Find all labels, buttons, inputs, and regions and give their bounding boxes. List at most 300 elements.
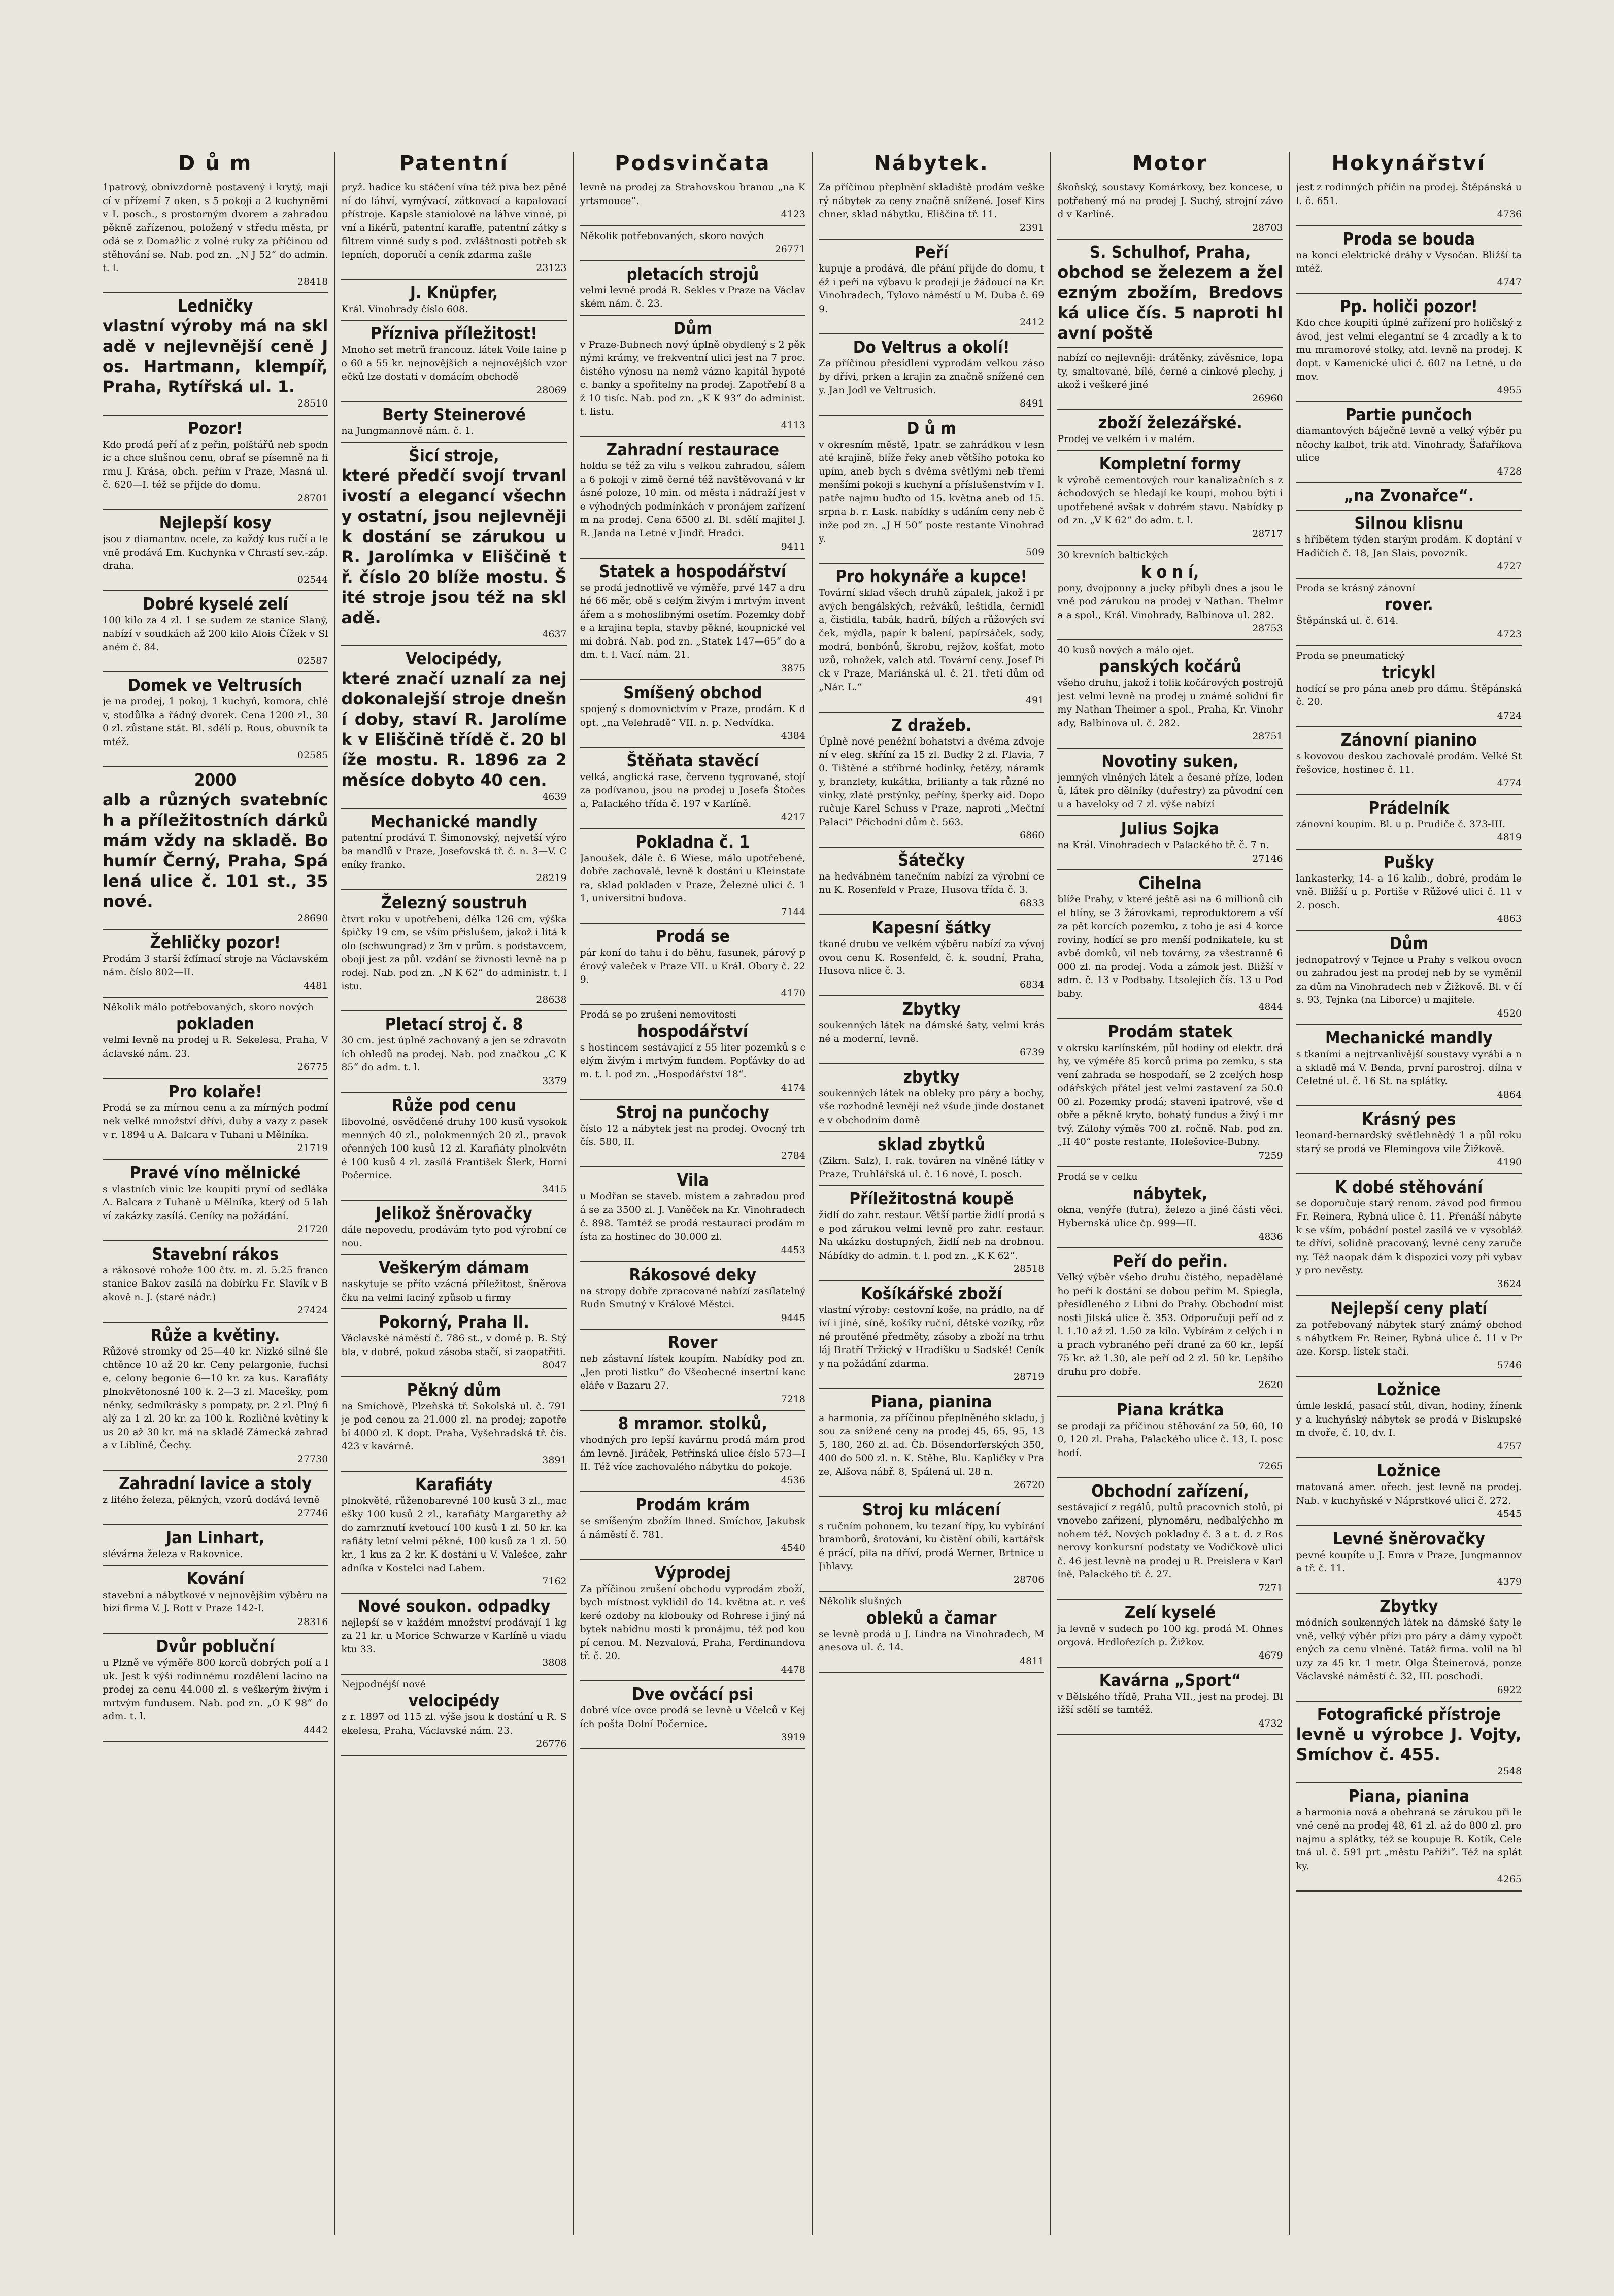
classified-ad: [1057, 178, 1283, 240]
ad-title: Velocipédy,: [406, 649, 502, 668]
ad-text: 100 kilo za 4 zl. 1 se sudem ze stanice Slaný, nabízí v soudkách až 200 kilo Alois Čížek v Slaném č. 84.: [103, 615, 328, 653]
ad-reference-number: 4123: [781, 209, 805, 220]
classified-ad: [580, 559, 805, 681]
classified-ad: [1057, 1248, 1283, 1397]
ad-reference-number: 28690: [297, 912, 328, 924]
column-heading: D ů m: [178, 152, 253, 175]
classified-ad: [1057, 1167, 1283, 1248]
classified-ad: [1057, 1600, 1283, 1668]
ad-reference-number: 28316: [297, 1616, 328, 1628]
ad-reference-number: 6833: [1019, 897, 1045, 909]
ad-text: s vlastních vinic lze koupiti pryní od sedláka A. Balcara z Tuhaně u Mělníka, který od 5 lahví zakázky zasílá. Ceníky na požádání.: [103, 1183, 328, 1222]
ad-text: Úplně nové peněžní bohatství a dvěma zdvojení v eleg. skříní za 15 zl. Buďky 2 zl. Flavia, 70. Tištěné a stříbrné hodinky, řetězy, náramky, branzlety, kukátka, brilianty a tak různé novinky, zlaté prstýnky, peříny, šperky aid. Doporučuje Karel Schuss v Praze, naproti „Mečtní Palaci“ Příchodní dům č. 563.: [818, 735, 1045, 828]
ad-text: ja levně v sudech po 100 kg. prodá M. Ohnesorgová. Hrdlořezích p. Žižkov.: [1057, 1623, 1283, 1648]
classified-ad: [103, 1566, 328, 1634]
ad-text: velmi levně prodá R. Sekles v Praze na Václavském nám. č. 23.: [580, 284, 805, 309]
ad-title: pletacích strojů: [626, 263, 759, 284]
ad-title: hospodářství: [637, 1021, 748, 1041]
ad-text: sestávající z regálů, pultů pracovních stolů, pivnovebo zařízení, plynoměru, nedbalýchho mnohem též. Nových pokladny č. 3 a t. d. z Rosnerovy konkursní podstaty ve Vodičkově ulici č. 46 jest levně na prodej u R. Preislera v Karlíně, Palackého tř. č. 27.: [1057, 1501, 1283, 1580]
ad-title: Příležitostná koupě: [849, 1189, 1014, 1208]
ad-text: plnokvěté, růženobarevné 100 kusů 3 zl., macešky 100 kusů 2 zl., karafiáty Margarethy až do zamrznutí kvetoucí 100 kusů 1 zl. 50 kr. karafiáty letní velmi pěkné, 100 kusů za 1 zl. 50 kr., 1 kus za 2 kr. K dostání u V. Valešce, zahradníka v Kostelci nad Labem.: [341, 1495, 567, 1574]
ad-reference-number: 4639: [542, 791, 567, 802]
ad-title: rover.: [1384, 594, 1433, 614]
classified-ad: [1057, 1668, 1283, 1736]
ad-title: Zánovní pianino: [1340, 730, 1477, 750]
ad-reference-number: 4379: [1497, 1576, 1522, 1588]
ad-title: Stavební rákos: [152, 1243, 279, 1264]
classified-ad: [1296, 931, 1522, 1026]
ad-text: pár koní do tahu i do běhu, fasunek, párový pérový valeček v Praze VII. u Král. Obory č. 229.: [580, 947, 805, 985]
ad-reference-number: 3415: [542, 1183, 567, 1195]
ad-text: Za příčinou přeplnění skladiště prodám veškerý nábytek za ceny značně snížené. Josef Kirschner, sklad nábytku, Eliščina tř. 11.: [818, 182, 1045, 220]
ad-title: Veškerým dámam: [379, 1258, 529, 1277]
column: [813, 152, 1051, 2235]
ad-text: v Bělského třídě, Praha VII., jest na prodej. Bližší sdělí se tamtéž.: [1057, 1691, 1283, 1715]
column-heading: Motor: [1132, 152, 1208, 175]
ad-reference-number: 2620: [1258, 1379, 1283, 1391]
classified-ad: [819, 1132, 1044, 1186]
ad-reference-number: 4864: [1497, 1089, 1522, 1100]
ad-reference-number: 4442: [303, 1724, 328, 1736]
ad-text: libovolné, osvědčené druhy 100 kusů vysokokmenných 40 zl., polokmenných 20 zl., pravokořenných 100 kusů 12 zl. Karafiáty plnokvětné 100 kusů 4 zl. zasílá František Šlerk, Horní Počernice.: [341, 1116, 567, 1181]
ad-text: Prodej ve velkém i v malém.: [1057, 433, 1195, 445]
classified-ad: [580, 1167, 805, 1262]
classified-ad: [580, 1005, 805, 1100]
classified-ad: [1057, 749, 1283, 817]
ad-title: Prádelník: [1368, 797, 1450, 818]
classified-ad: [103, 591, 328, 672]
ad-title: Domek ve Veltrusích: [128, 675, 303, 695]
ad-text: slévárna železa v Rakovnice.: [103, 1548, 243, 1560]
classified-ad: [580, 1100, 805, 1168]
ad-text: Za příčinou zrušení obchodu vyprodám zboží, bych místnost vyklidil do 14. května at. r. veškeré ozdoby na klobouky od Rohrese i jiný nábytek nabídnu mosti k pronájmu, též pod koupí cenou. M. Nezvalová, Praha, Ferdinandova tř. č. 20.: [580, 1583, 805, 1662]
classified-ad: [103, 1634, 328, 1742]
ad-title: Kování: [186, 1568, 244, 1589]
ad-title: Z dražeb.: [891, 715, 972, 735]
ad-title: Pletací stroj č. 8: [385, 1014, 523, 1034]
ad-reference-number: 4170: [781, 987, 805, 999]
ad-title: Železný soustruh: [381, 892, 527, 913]
ad-text: 1patrový, obnivzdorně postavený i krytý, majicí v přízemí 7 oken, s 5 pokoji a 2 kuchyněmi v I. posch., s prostorným dvorem a zahradou pěkně zařízenou, položený v středu města, prodá se z Domažlic z volné ruky za příčinou odstěhování se. Nab. pod zn. „N J 52“ do admin. t. l.: [103, 182, 328, 274]
ad-reference-number: 4747: [1497, 276, 1522, 288]
classified-ad: [341, 280, 566, 321]
ad-reference-number: 28719: [1013, 1371, 1045, 1382]
ad-text: pevné koupíte u J. Emra v Praze, Jungmannova tř. č. 11.: [1296, 1549, 1522, 1574]
ad-text: 30 krevních baltických: [1057, 550, 1169, 561]
classified-ad: [1296, 1702, 1522, 1783]
ad-reference-number: 4724: [1497, 710, 1522, 721]
ad-text: se smíšeným zbožím lhned. Smíchov, Jakubská náměstí č. 781.: [580, 1515, 805, 1540]
ad-reference-number: 7218: [781, 1393, 805, 1405]
ad-reference-number: 3875: [781, 662, 805, 674]
ad-title: Pokorný, Praha II.: [379, 1312, 529, 1332]
ad-reference-number: 9411: [781, 541, 805, 552]
ad-title: Vila: [677, 1170, 709, 1190]
ad-reference-number: 4174: [781, 1082, 805, 1093]
classified-ad: [819, 416, 1044, 564]
ad-text: v okrsku karlínském, půl hodiny od elektr. dráhy, ve výměře 85 korců prima po zemku, s stavení zahrada se hospodaří, se 2 zcelých hospodářských přátel jest velmi zastavení za 50.000 zl. Pozemky prodá; staveni ipatrové, vše dobře a pěkně kryto, bohatý fundus a živý i mrtvý. Zálohy výměs 700 zl. ročně. Nab. pod zn. „H 40“ poste restante, Holešovice-Bubny.: [1057, 1042, 1283, 1147]
column-heading: Nábytek.: [873, 152, 989, 175]
ad-title: Růže pod cenu: [391, 1095, 516, 1115]
ad-text: s tkaními a nejtrvanlivější soustavy vyrábí a na skladě má V. Benda, první parostroj. dílna v Celetné ul. č. 16 St. na splátky.: [1296, 1049, 1522, 1087]
ad-title: Zahradní lavice a stoly: [119, 1473, 312, 1493]
ad-reference-number: 509: [1026, 546, 1045, 558]
ad-title: Smíšený obchod: [623, 683, 762, 702]
ad-text: u Modřan se staveb. místem a zahradou prodá se za 3500 zl. J. Vaněček na Kr. Vinohradech č. 898. Tamtéž se prodá restaurací prodám místa za hostinec do 30.000 zl.: [580, 1191, 805, 1242]
ad-text: Štěpánská ul. č. 614.: [1296, 615, 1399, 626]
ad-title: Statek a hospodářství: [599, 561, 787, 581]
ad-reference-number: 27746: [297, 1507, 328, 1519]
ad-text: Janoušek, dále č. 6 Wiese, málo upotřebené, dobře zachovalé, levně k dostání u Kleinstatera, sklad pokladen v Praze, Železné ulici č. 11, universitní budova.: [580, 852, 805, 904]
classified-ad: [341, 1011, 566, 1093]
ad-title: sklad zbytků: [878, 1134, 986, 1154]
ad-reference-number: 26776: [536, 1738, 567, 1749]
classified-ad: [819, 240, 1044, 334]
ad-text: Prodá se po zrušení nemovitosti: [580, 1009, 737, 1020]
ad-reference-number: 4774: [1497, 778, 1522, 789]
ad-title: Novotiny suken,: [1101, 751, 1239, 771]
ad-title: Košíkářské zboží: [860, 1283, 1002, 1303]
classified-ad: [1057, 451, 1283, 546]
classified-ad: [341, 890, 566, 1012]
ad-text: Král. Vinohrady číslo 608.: [341, 303, 468, 315]
classified-ad: [103, 1525, 328, 1566]
classified-ad: [580, 1492, 805, 1560]
classified-ad: [580, 924, 805, 1005]
ad-text: tkané drubu ve velkém výběru nabízí za vývojovou cenu K. Rosenfeld, č. k. soudní, Praha, Husova nlice č. 3.: [818, 938, 1045, 976]
classified-ad: [341, 646, 566, 809]
classified-ad: [580, 829, 805, 924]
ad-text: které značí uznalí za nejdokonalejší stroje dnešní doby, staví R. Jarolímek v Eliščině třídě č. 20 blíže mostu. R. 1896 za 2 měsíce dobyto 40 cen.: [341, 669, 567, 790]
ad-text: Prodá se za mírnou cenu a za mírných podmínek velké množství dřívi, duby a vazy z pasek v r. 1894 u A. Balcara v Tuhani u Mělníka.: [103, 1102, 328, 1140]
ad-reference-number: 7162: [542, 1576, 567, 1587]
ad-title: Peří: [914, 242, 949, 262]
ad-text: s ručním pohonem, ku tezaní řípy, ku vybírání bramborů, šrotování, ku čistění obilí, kartářské prácí, pila na dříví, prodá Werner, Brtnice u Jihlavy.: [818, 1520, 1045, 1572]
ad-text: se prodá jednotlivě ve výměře, prvé 147 a druhé 66 měr, obě s celým živým i mrtvým inventářem a s mohoslibnými osetím. Pozemky dobře a krajina tepla, stavby pěkné, koupnické velmi dobrá. Nab. pod zn. „Statek 147—65“ do adm. t. l. Vací. nám. 21.: [580, 582, 805, 660]
ad-text: škoňský, soustavy Komárkovy, bez koncese, upotřebený má na prodej J. Suchý, strojní závod v Karlíně.: [1057, 182, 1283, 220]
ad-reference-number: 28518: [1013, 1263, 1045, 1274]
ad-title: Julius Sojka: [1121, 819, 1220, 838]
ad-title: Zbytky: [902, 999, 961, 1019]
ad-text: (Zikm. Salz), I. rak. továren na vlněné látky v Praze, Truhlářská ul. č. 16 nové, I. posch.: [818, 1155, 1045, 1180]
column: [1051, 152, 1290, 2235]
ad-reference-number: 3919: [781, 1732, 805, 1743]
ad-reference-number: 28717: [1252, 528, 1283, 539]
ad-reference-number: 26771: [775, 244, 805, 255]
ad-text: dobré více ovce prodá se levně u Včelců v Kejích pošta Dolní Počernice.: [580, 1705, 805, 1730]
classified-ad: [580, 437, 805, 559]
ad-text: Za příčinou přesídlení vyprodám velkou zásoby dřívi, prken a krajin za značně snížené ceny. Jan Jodl ve Veltrusích.: [818, 357, 1045, 396]
ad-reference-number: 2412: [1019, 317, 1045, 328]
classified-ad: [1057, 1478, 1283, 1600]
ad-reference-number: 6739: [1019, 1046, 1045, 1058]
ad-reference-number: 02587: [297, 655, 328, 666]
ad-reference-number: 21720: [297, 1224, 328, 1235]
classified-ad: [341, 1309, 566, 1377]
classified-ad: [819, 1186, 1044, 1281]
ad-title: tricykl: [1382, 662, 1436, 682]
classified-ad: [1296, 226, 1522, 294]
ad-text: vlastní výroby: cestovní koše, na prádlo, na dříví i jiné, síně, košíky ruční, dětské vozíky, různé proutěné předměty, zásoby a zboží na trhu láj Bratří Tržický v Hradišku u Sadské! Ceníky na požádání zdarma.: [818, 1304, 1045, 1369]
ad-text: je na prodej, 1 pokoj, 1 kuchyň, komora, chlév, stodůlka a řádný dvorek. Cena 1200 zl., 300 zl. zůstane stát. Bl. sdělí p. Rous, obuvník tamtéž.: [103, 696, 328, 748]
classified-ad: [819, 178, 1044, 240]
ad-reference-number: 7271: [1258, 1582, 1283, 1594]
classified-ad: [1296, 1783, 1522, 1892]
classified-ad: [580, 316, 805, 437]
ad-text: s hostincem sestávající z 55 liter pozemků s celým živým i mrtvým fundem. Popťávky do adm. t. l. pod zn. „Hospodářství 18“.: [580, 1041, 805, 1080]
ad-title: Pušky: [1383, 852, 1434, 872]
ad-text: se prodají za příčinou stěhování za 50, 60, 100, 120 zl. Praha, Palackého ulice č. 13, I. poschodí.: [1057, 1420, 1283, 1459]
ad-title: Zahradní restaurace: [606, 440, 780, 459]
ad-title: Pro hokynáře a kupce!: [835, 566, 1028, 586]
ad-title: Ledničky: [178, 296, 253, 316]
classified-ad: [1296, 1377, 1522, 1458]
ad-reference-number: 4536: [781, 1474, 805, 1486]
ad-title: zbytky: [903, 1066, 960, 1087]
ad-title: Nové soukon. odpadky: [357, 1596, 551, 1616]
ad-reference-number: 28751: [1252, 731, 1283, 742]
ad-reference-number: 9445: [781, 1312, 805, 1324]
ad-text: u Plzně ve výměře 800 korců dobrých polí a luk. Jest k výši rodinnému rozdělení lacino na prodej za cenu 44.000 zl. s veškerým živým i mrtvým fundusem. Nab. pod zn. „O K 98“ do adm. t. l.: [103, 1657, 328, 1722]
classified-ad: [1296, 727, 1522, 795]
ad-reference-number: 27424: [297, 1305, 328, 1316]
ad-text: Mnoho set metrů francouz. látek Voile laine po 60 a 55 kr. nejnovějších a nejnovějších vzorečků lze dostati v domácím obchodě: [341, 344, 567, 382]
ad-text: pryž. hadice ku stáčení vína též piva bez pěnění do láhví, vymývací, zátkovací a kapalovací přístroje. Kapsle staniolové na láhve vinné, pivní a likérů, patentní karaffe, patentní zátky s filtrem vinné sudy s pod. zvláštnosti potřeb sklepních, doporučí a ceník zdarma zašle: [341, 182, 567, 260]
ad-text: leonard-bernardský světlehnědý 1 a půl roku starý se prodá ve Flemingova vile Žižkově.: [1296, 1130, 1522, 1155]
classified-ad: [1057, 240, 1283, 348]
ad-text: Velký výběr všeho druhu čistého, nepadělaného peří k dostání se dobou peřím M. Spiegla, přesídleného z Libni do Prahy. Obchodní místnosti Jilská ulice č. 353. Odporučuji peří od zl. 1.10 až zl. 1.50 za kilo. Vybírám z celých i na prach vybraného peří drané za 60 kr., lepší 75 kr. až 1.30, ale peří od 2 zl. 50 kr. Lepšího druhu pro dobře.: [1057, 1272, 1283, 1377]
classified-ad: [580, 1411, 805, 1492]
classified-ad: [1296, 646, 1522, 727]
classified-ad: [103, 1471, 328, 1525]
ad-text: Prodám 3 starší žďímací stroje na Václavském nám. číslo 802—II.: [103, 953, 328, 978]
ad-text: z r. 1897 od 115 zl. výše jsou k dostání u R. Sekelesa, Praha, Václavské nám. 23.: [341, 1711, 567, 1736]
classified-ad: [1296, 1106, 1522, 1174]
classified-ad: [341, 809, 566, 890]
ad-reference-number: 2391: [1019, 222, 1045, 233]
ad-reference-number: 4545: [1497, 1508, 1522, 1520]
ad-title: Dvůr pobluční: [156, 1636, 275, 1656]
ad-reference-number: 4265: [1497, 1874, 1522, 1885]
ad-reference-number: 28753: [1252, 623, 1283, 634]
ad-text: číslo 12 a nábytek jest na prodej. Ovocný trh čís. 580, II.: [580, 1123, 805, 1147]
ad-text: s kovovou deskou zachovalé prodám. Velké Střešovice, hostinec č. 11.: [1296, 751, 1522, 775]
classified-ad: [1296, 402, 1522, 483]
ad-text: hodící se pro pána aneb pro dámu. Štěpánská č. 20.: [1296, 683, 1522, 707]
classified-ad: [103, 998, 328, 1079]
ad-text: vlastní výroby má na skladě v nejlevnější ceně Jos. Hartmann, klempíř, Praha, Rytířská ul. 1.: [103, 316, 328, 396]
ad-text: patentní prodává T. Šimonovský, nejvetší výroba mandlů v Praze, Josefovská tř. č. n. 3—V. Ceníky franko.: [341, 832, 567, 870]
ad-reference-number: 4113: [781, 419, 805, 431]
ad-text: k výrobě cementových rour kanalizačních s záchodových se hledají ke koupi, mohou býti i upotřebené avšak v dobrém stavu. Nabídky pod zn. „V K 62“ do adm. t. l.: [1057, 474, 1283, 526]
ad-title: Pro kolaře!: [168, 1081, 262, 1101]
ad-title: Do Veltrus a okolí!: [853, 336, 1010, 357]
ad-text: židlí do zahr. restaur. Větší partie židlí prodá se pod zárukou velmi levně pro zahr. restaur. Na ukázku dostupných, židlí neb na drobnou. Nábídky do admin. t. l. pod zn. „K K 62“.: [818, 1209, 1045, 1261]
ad-text: a harmonia, za příčinou přeplněného skladu, jsou za snížené ceny na prodej 45, 65, 95, 135, 180, 260 zl. ad. Čb. Bösendorferských 350, 400 do 500 zl. n. K. Stěhe, Blu. Kapličky v Praze, Alšova nábř. 8, Spálená ul. 28 n.: [818, 1412, 1045, 1477]
ad-title: Piana krátka: [1116, 1399, 1224, 1420]
ad-reference-number: 4819: [1497, 832, 1522, 843]
ad-reference-number: 2784: [781, 1150, 805, 1161]
ad-text: Několik málo potřebovaných, skoro nových: [103, 1001, 314, 1013]
ad-title: Stroj ku mlácení: [862, 1499, 1001, 1520]
column: [1290, 152, 1528, 2235]
column: [96, 152, 335, 2235]
classified-ad: [1057, 348, 1283, 410]
ad-text: 30 cm. jest úplně zachovaný a jen se zdravotních ohledů na prodej. Nab. pod značkou „C K 85“ do adm. t. l.: [341, 1035, 567, 1073]
ad-title: Mechanické mandly: [370, 811, 538, 831]
ad-reference-number: 28706: [1013, 1574, 1045, 1585]
classified-ad: [103, 510, 328, 591]
ad-title: nábytek,: [1132, 1183, 1208, 1203]
ad-reference-number: 6922: [1497, 1684, 1522, 1696]
ad-reference-number: 4757: [1497, 1440, 1522, 1452]
classified-ad: [341, 1472, 566, 1594]
ad-text: na hedvábném tanečním nabízí za výrobní cenu K. Rosenfeld v Praze, Husova třída č. 3.: [818, 870, 1045, 895]
ad-reference-number: 4736: [1497, 209, 1522, 220]
ad-title: Obchodní zařízení,: [1091, 1480, 1249, 1501]
ad-title: Pěkný dům: [407, 1379, 501, 1400]
ad-reference-number: 7265: [1258, 1461, 1283, 1472]
ad-title: Levné šněrovačky: [1332, 1528, 1485, 1548]
classified-ad: [580, 1330, 805, 1411]
ad-text: alb a různých svatebních a příležitostních dárků mám vždy na skladě. Bohumír Černý, Praha, Spálená ulice č. 101 st., 35 nové.: [103, 790, 328, 911]
ad-text: okna, venýře (futra), železo a jiné části věci. Hybernská ulice čp. 999—II.: [1057, 1204, 1283, 1229]
classified-ad: [819, 915, 1044, 996]
ad-title: Dům: [1389, 933, 1429, 953]
ad-text: Několik slušných: [818, 1596, 902, 1607]
classified-ad: [103, 1241, 328, 1323]
ad-title: Berty Steinerové: [382, 404, 526, 424]
classified-ad: [103, 767, 328, 930]
ad-text: na Jungmannově nám. č. 1.: [341, 425, 474, 436]
ad-reference-number: 28219: [536, 872, 567, 884]
ad-reference-number: 5746: [1497, 1359, 1522, 1371]
ad-reference-number: 4453: [781, 1244, 805, 1256]
ad-title: Pp. holiči pozor!: [1339, 296, 1478, 316]
classified-ad: [1296, 1458, 1522, 1526]
ad-text: diamantových báječně levně a velký výběr punčochy kalbot, trik atd. Vinohrady, Šafaříkova ulice: [1296, 425, 1522, 463]
ad-reference-number: 27730: [297, 1453, 328, 1465]
ad-text: v okresním městě, 1patr. se zahrádkou v lesnaté krajině, blíže řeky aneb většího potoka koupím, aneb bych s dvěma světlými neb třemi menšími pokoji s kuchyní a příslušenstvím v I. patře najmu buďto od 15. května aneb od 15. srpna b. r. Lask. nabídky s udáním ceny neb činže pod zn. „J H 50“ poste restante Vinohrady.: [818, 438, 1045, 544]
ad-text: z litého železa, pěkných, vzorů dodává levně: [103, 1494, 320, 1505]
ad-title: Piana, pianina: [1348, 1785, 1470, 1806]
classified-ad: [1057, 870, 1283, 1019]
ad-title: Krásný pes: [1362, 1109, 1456, 1129]
classified-ad: [341, 1201, 566, 1255]
ad-reference-number: 6834: [1019, 978, 1045, 990]
ad-reference-number: 4540: [781, 1542, 805, 1554]
ad-reference-number: 4481: [303, 980, 328, 991]
ad-title: zboží železářské.: [1098, 413, 1242, 432]
ad-title: K dobé stěhování: [1335, 1176, 1483, 1197]
classified-ad: [1057, 640, 1283, 749]
ad-reference-number: 4679: [1258, 1650, 1283, 1661]
ad-text: jest z rodinných příčin na prodej. Štěpánská ul. č. 651.: [1296, 182, 1522, 207]
ad-text: na Král. Vinohradech v Palackého tř. č. 7 n.: [1057, 839, 1269, 851]
ad-title: Prodá se: [655, 926, 730, 946]
ad-title: panských kočárů: [1099, 656, 1241, 676]
ad-title: „na Zvonařce“.: [1343, 486, 1474, 505]
ad-text: pony, dvojponny a jucky přibyli dnes a jsou levně pod zárukou na prodej v Nathan. Thelmra a spol., Král. Vinohrady, Balbínova ul. 282.: [1057, 582, 1283, 621]
ad-reference-number: 4217: [781, 812, 805, 823]
ad-text: velmi levně na prodej u R. Sekelesa, Praha, Václavské nám. 23.: [103, 1034, 328, 1059]
ad-title: Růže a květiny.: [150, 1325, 280, 1345]
classified-ad: [103, 1323, 328, 1471]
ad-title: 2000: [194, 769, 237, 790]
ad-text: Tovární sklad všech druhů zápalek, jakož i pravých bengálských, režváků, leštidla, černidla, čistidla, tabák, hadrů, bílých a růžových svíček, mýdla, papír k balení, papírsáček, sody, modrá, bonbónů, škrobu, rejžov, košťat, motouzů, rohožek, valch atd. Tovární ceny. Josef Pick v Praze, Mariánská ul. č. 21. třetí dům od „Nár. L.“: [818, 587, 1045, 693]
classified-ad: [1296, 795, 1522, 850]
classified-ad: [580, 1560, 805, 1682]
ad-reference-number: 4727: [1497, 561, 1522, 572]
ad-reference-number: 28069: [536, 384, 567, 396]
ad-title: Rover: [668, 1332, 718, 1352]
ad-text: Kdo chce koupiti úplné zařízení pro holičský závod, jest velmi elegantní se 4 zrcadly a k tomu mramorové stolky, atd. levně na prodej. K dopt. v Kamenické ulici č. 607 na Letné, u domov.: [1296, 317, 1522, 382]
ad-text: čtvrt roku v upotřebení, délka 126 cm, výška špičky 19 cm, se vším příslušem, jakož i litá kolo (schwungrad) z 3m v prům. s podstavcem, obojí jest za půl. vzdání se živnosti levně na prodej. Nab. pod zn. „N K 62“ do administr. t. listu.: [341, 913, 567, 992]
ad-reference-number: 4836: [1258, 1231, 1283, 1242]
ad-text: na stropy dobře zpracované nabízí zasílatelný Rudn Smutný v Králové Městci.: [580, 1285, 805, 1310]
ad-reference-number: 4844: [1258, 1001, 1283, 1012]
column: [574, 152, 813, 2235]
ad-text: spojený s domovnictvím v Praze, prodám. K dopt. „na Velehradě“ VII. n. p. Nedvídka.: [580, 703, 805, 728]
ad-text: matovaná amer. ořech. jest levně na prodej. Nab. v kuchyňské v Náprstkové ulici č. 272.: [1296, 1481, 1522, 1506]
ad-title: Fotografické přístroje: [1317, 1704, 1501, 1724]
classified-ad: [341, 321, 566, 402]
ad-reference-number: 28418: [297, 276, 328, 287]
ad-title: Žehličky pozor!: [150, 932, 281, 952]
ad-text: a rákosové rohože 100 čtv. m. zl. 5.25 franco stanice Bakov zasílá na dobírku Fr. Slavík v Bakově n. J. (staré nádr.): [103, 1264, 328, 1303]
ad-title: Dve ovčácí psi: [632, 1684, 754, 1704]
classified-ad: [580, 1262, 805, 1330]
ad-reference-number: 8047: [542, 1360, 567, 1371]
ad-text: 40 kusů nových a málo ojet.: [1057, 644, 1194, 656]
ad-reference-number: 26775: [297, 1061, 328, 1072]
classified-ad: [580, 680, 805, 748]
ad-text: blíže Prahy, v které ještě asi na 6 millionů cihel hlíny, se 3 žárovkami, reproduktorem a vší za pět korcích pozemku, z toho je asi 4 korce roviny, hodící se pro menší podnikatele, ku stavbě domků, vil neb továrny, za všestranně 6000 zl. na prodej. Voda a zámok jest. Bližší v adm. č. 13 v Podbaby. Ltsolejich čís. 13 u Podbaby.: [1057, 894, 1283, 999]
ad-reference-number: 3624: [1497, 1278, 1522, 1290]
classified-ad: [341, 1093, 566, 1201]
classified-ad: [1296, 579, 1522, 647]
ad-title: Rákosové deky: [629, 1264, 757, 1285]
classified-ad: [1296, 294, 1522, 402]
ad-reference-number: 27146: [1252, 853, 1283, 864]
ad-title: 8 mramor. stolků,: [618, 1413, 767, 1433]
classified-ad: [341, 443, 566, 647]
classified-ad: [1296, 1526, 1522, 1594]
ad-title: Ložnice: [1376, 1379, 1441, 1399]
ad-reference-number: 28701: [297, 492, 328, 504]
ad-title: pokladen: [176, 1014, 255, 1033]
ad-reference-number: 4811: [1019, 1655, 1045, 1667]
column-heading: Podsvinčata: [615, 152, 771, 175]
ad-text: které předčí svojí trvanlivostí a elegancí všechny ostatní, jsou nejlevněji k dostání se zárukou u R. Jarolímka v Eliščině tř. číslo 20 blíže mostu. Šité stroje jsou též na skladě.: [341, 465, 567, 627]
ad-text: neb zástavní lístek koupím. Nabídky pod zn. „Jen proti listku“ do Všeobecné insertní kanceláře v Bazaru 27.: [580, 1353, 805, 1391]
ad-reference-number: 28703: [1252, 222, 1283, 233]
classified-ad: [1296, 483, 1522, 511]
ad-title: Nejlepší ceny platí: [1330, 1298, 1488, 1318]
ad-text: nejlepší se v každém množství prodávají 1 kg za 21 kr. u Morice Schwarze v Karlíně u viaduktu 33.: [341, 1616, 567, 1655]
ad-reference-number: 7259: [1258, 1150, 1283, 1161]
ad-reference-number: 02585: [297, 750, 328, 761]
ad-text: velká, anglická rase, červeno tygrované, stojí za podívanou, jsou na prodej u Josefa Štočesa, Palackého třída č. 197 v Karlíně.: [580, 771, 805, 809]
ad-text: soukenných látek na obleky pro páry a bochy, vše rozhodně levněji než všude jinde dostanete v obchodním domě: [818, 1087, 1045, 1126]
classified-ad: [103, 416, 328, 511]
ad-reference-number: 21719: [297, 1142, 328, 1154]
ad-text: holdu se též za vilu s velkou zahradou, sálem a 6 pokoji v zimě černé též navštěvovaná v krásné poloze, 10 min. od města i nádraží jest ve výhodných podmínkách v pronájem zařízením na prodej. Cena 6500 zl. Bl. sdělí majitel J. R. Janda na Letné v Jindř. Hradci.: [580, 460, 805, 539]
classified-ad: [341, 178, 566, 280]
ad-title: Zbytky: [1380, 1596, 1438, 1616]
classified-ad: [1057, 1019, 1283, 1168]
ad-reference-number: 491: [1026, 695, 1045, 706]
